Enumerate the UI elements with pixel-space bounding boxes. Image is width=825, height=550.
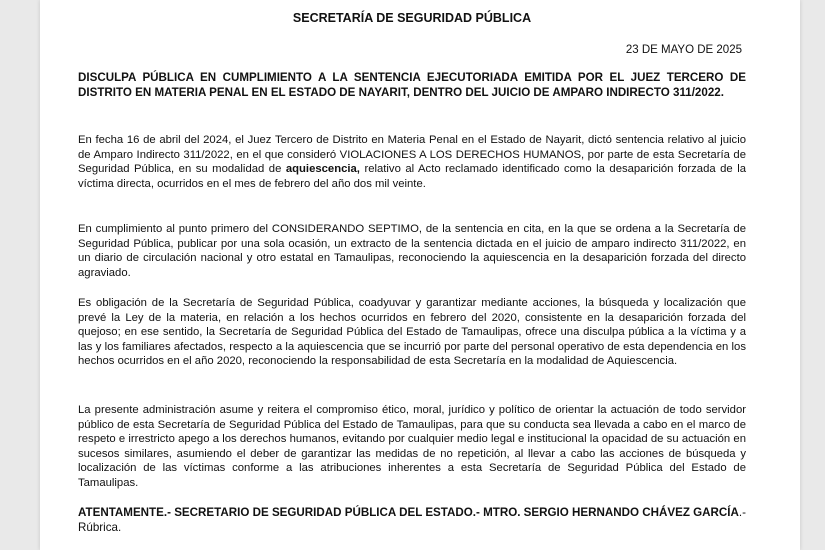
signature-bold: ATENTAMENTE.- SECRETARIO DE SEGURIDAD PÚBLICA DEL ESTADO.- MTRO. SERGIO HERNANDO CHÁVEZ GARCÍA <box>78 506 739 519</box>
document-date: 23 DE MAYO DE 2025 <box>625 44 742 56</box>
signature-block <box>78 505 746 535</box>
document-page <box>40 0 800 550</box>
document-title: SECRETARÍA DE SEGURIDAD PÚBLICA <box>292 11 532 25</box>
paragraph-3: Es obligación de la Secretaría de Seguridad Pública, coadyuvar y garantizar mediante acciones, la búsqueda y localización que prevé la Ley de la materia, en relación a los hechos ocurridos en febrero del 2020, consistente en la desaparición forzada del quejoso; en ese sentido, la Secretaría de Seguridad Pública del Estado de Tamaulipas, ofrece una disculpa pública a la víctima y a las y los familiares afectados, respecto a la aquiescencia que se incurrió por parte del personal operativo de esta dependencia en los hechos ocurridos en el año 2020, reconociendo la responsabilidad de esta Secretaría en la modalidad de Aquiescencia. <box>78 297 746 368</box>
paragraph-1-bold: aquiescencia, <box>285 163 360 176</box>
paragraph-1 <box>78 133 746 191</box>
document-heading: DISCULPA PÚBLICA EN CUMPLIMIENTO A LA SENTENCIA EJECUTORIADA EMITIDA POR EL JUEZ TERCERO DE DISTRITO EN MATERIA PENAL EN EL ESTADO DE NAYARIT, DENTRO DEL JUICIO DE AMPARO INDIRECTO 311/2022. <box>78 71 746 99</box>
paragraph-4: La presente administración asume y reitera el compromiso ético, moral, jurídico y político de orientar la actuación de todo servidor público de esta Secretaría de Seguridad Pública del Estado de Tamaulipas, para que su conducta sea llevada a cabo en el marco de respeto e irrestricto apego a los derechos humanos, evitando por cualquier medio legal e institucional la opacidad de su actuación en sucesos similares, asumiendo el deber de garantizar las medidas de no repetición, al llevar a cabo las acciones de búsqueda y localización de las víctimas conforme a las atribuciones inherentes a esta Secretaría de Seguridad Pública del Estado de Tamaulipas. <box>78 404 746 489</box>
signature-rubrica: .- Rúbrica. <box>78 506 746 534</box>
paragraph-1-text-b: relativo al Acto reclamado identificado como la desaparición forzada de la víctima directa, ocurridos en el mes de febrero del año dos mil veinte. <box>78 163 746 190</box>
paragraph-2: En cumplimiento al punto primero del CONSIDERANDO SEPTIMO, de la sentencia en cita, en la que se ordena a la Secretaría de Seguridad Pública, publicar por una sola ocasión, un extracto de la sentencia dictada en el juicio de amparo indirecto 311/2022, en un diario de circulación nacional y otro estatal en Tamaulipas, reconociendo la aquiescencia en la desaparición forzada del directo agraviado. <box>78 223 746 279</box>
paragraph-1-text-a: En fecha 16 de abril del 2024, el Juez Tercero de Distrito en Materia Penal en el Estado de Nayarit, dictó sentencia relativo al juicio de Amparo Indirecto 311/2022, en el que consideró VIOLACIONES A LOS DERECHOS HUMANOS, por parte de esta Secretaría de Seguridad Pública, en su modalidad de <box>78 134 746 176</box>
